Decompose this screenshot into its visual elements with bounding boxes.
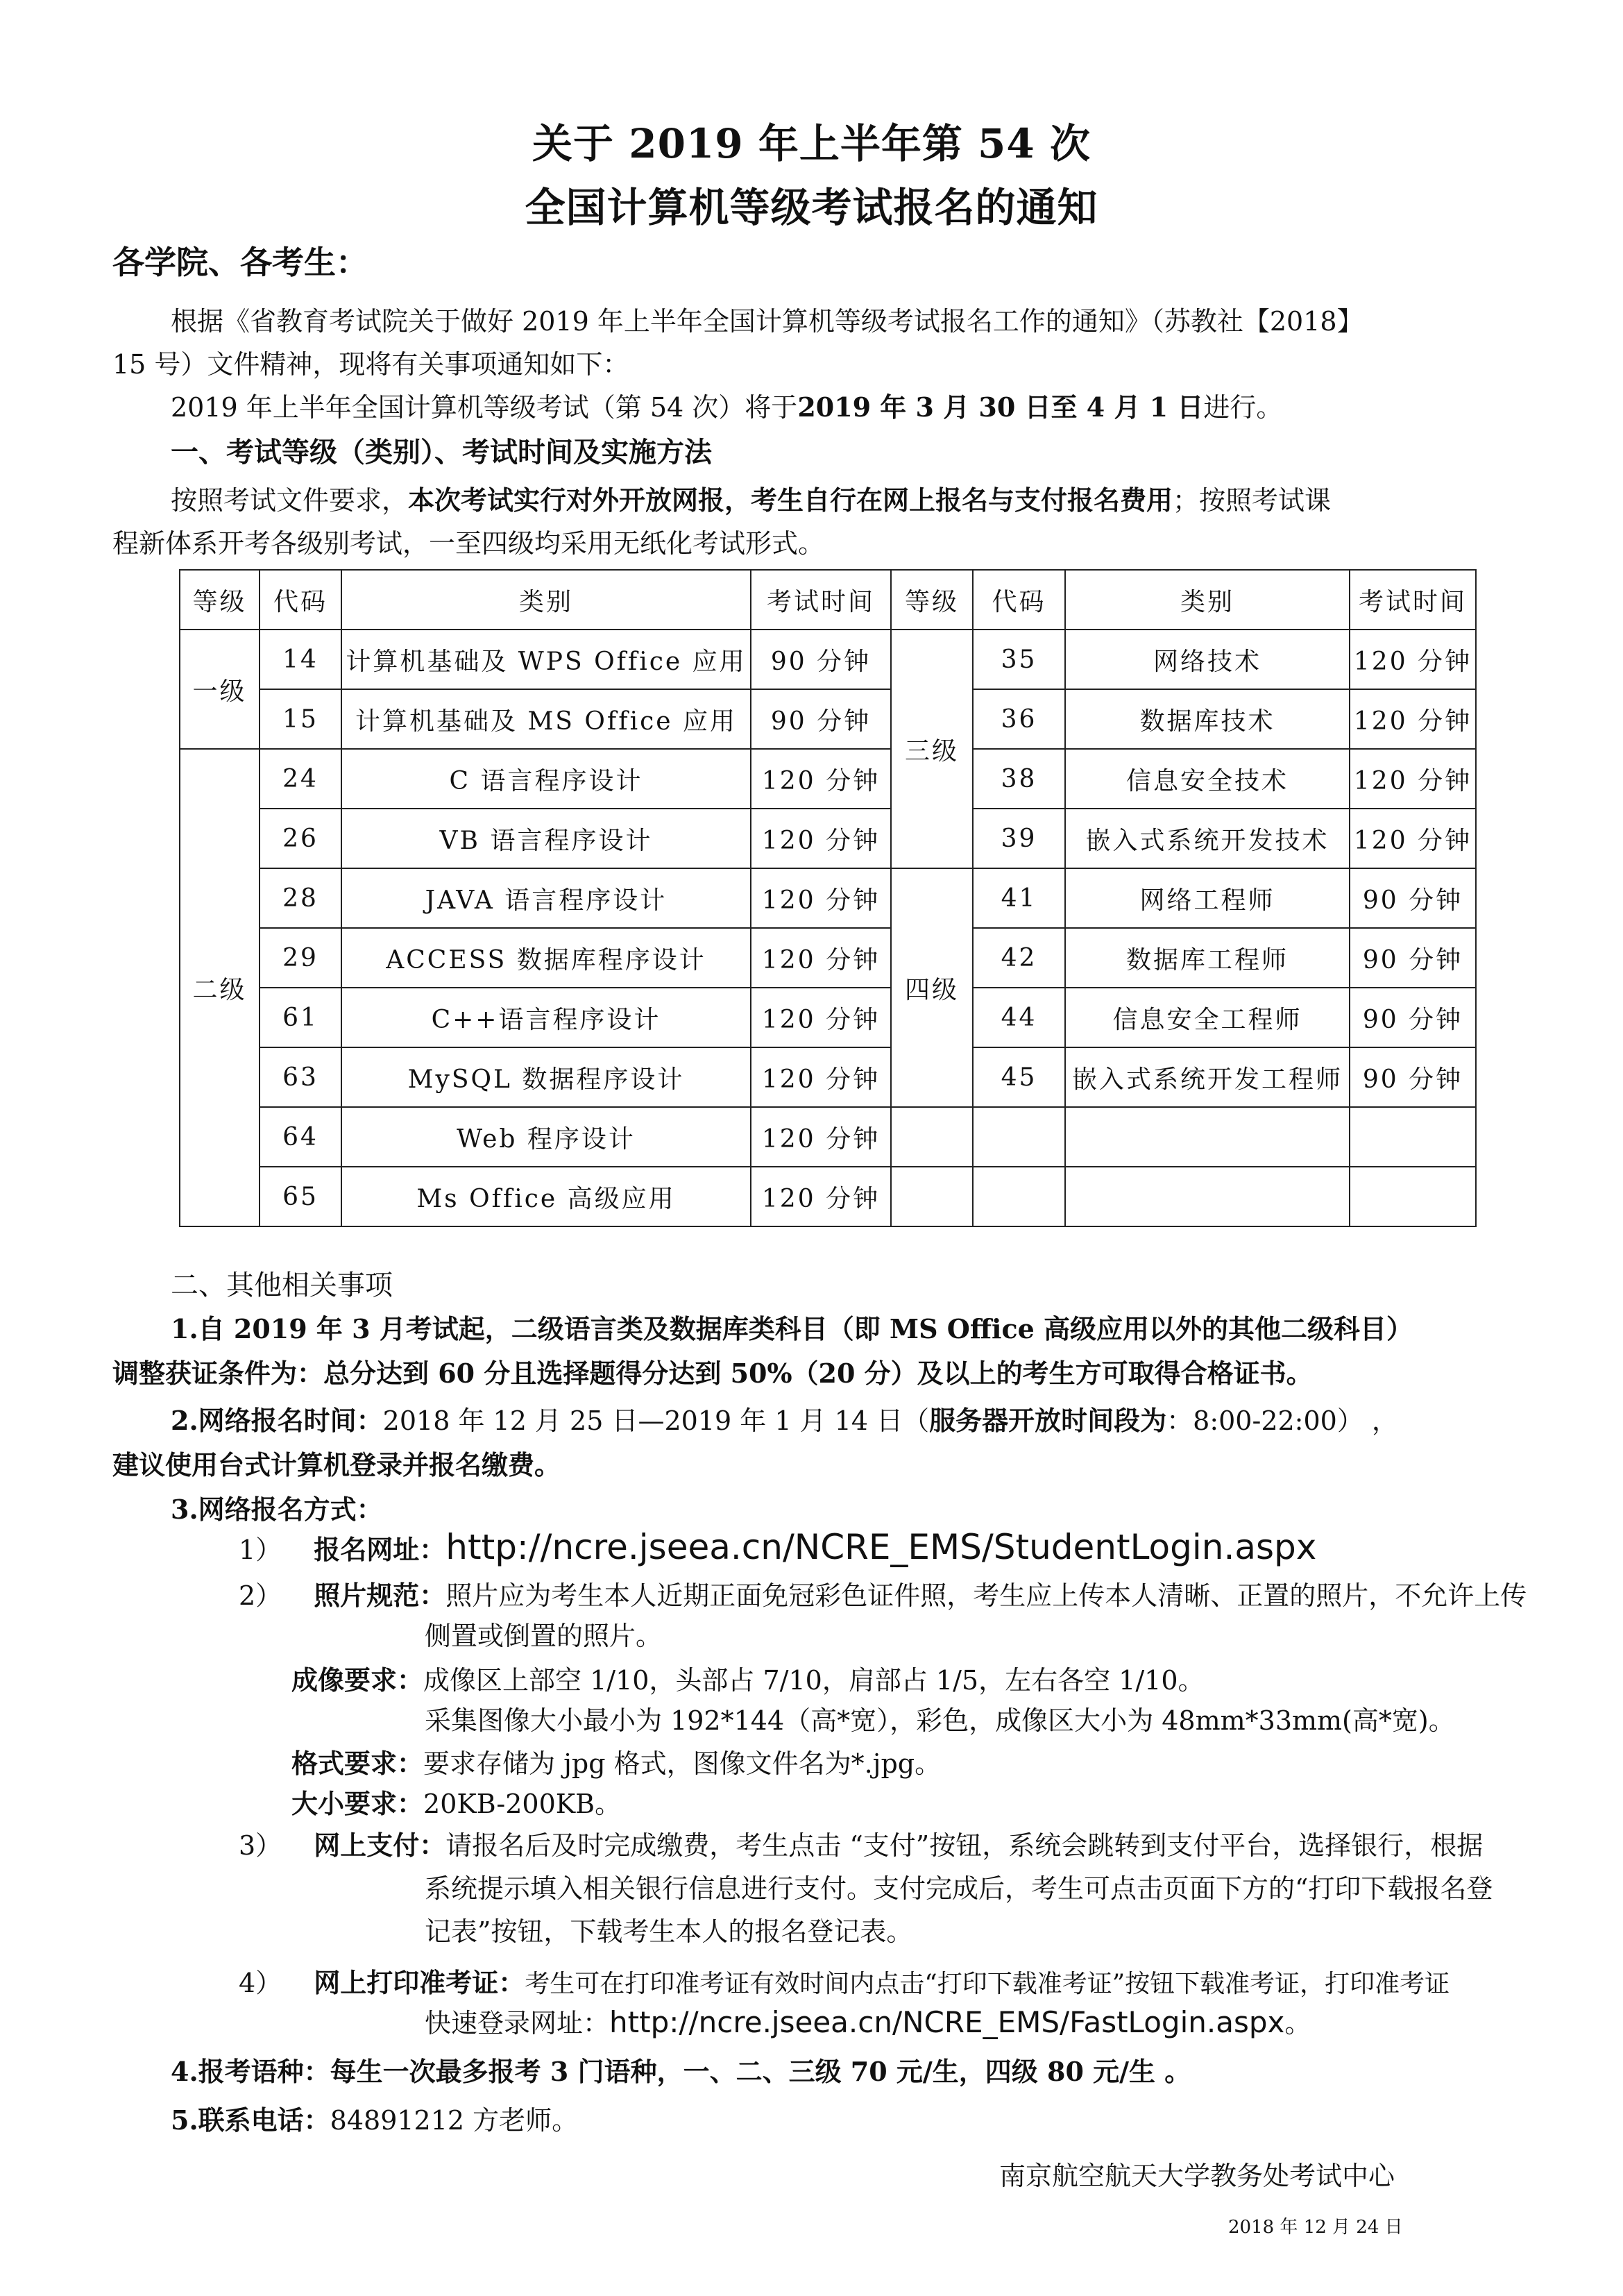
table-row [180,630,1476,689]
sub3-text-line2: 系统提示填入相关银行信息进行支付。支付完成后，考生可点击页面下方的“打印下载报名登 [425,1873,1493,1904]
item5-contact [171,2099,578,2137]
table-row [180,689,1476,749]
item2-dates: 2018 年 12 月 25 日—2019 年 1 月 14 日（ [382,1406,930,1436]
sub4-text-line2 [425,2002,1311,2040]
time-cell: 90 分钟 [1350,1047,1476,1107]
time-cell: 120 分钟 [751,928,891,988]
sub2-text-line1: 照片应为考生本人近期正面免冠彩色证件照，考生应上传本人清晰、正置的照片，不允许上传 [445,1580,1527,1611]
category-cell: ACCESS 数据库程序设计 [341,928,751,988]
sub1-registration-url [239,1527,1316,1567]
sub4-print-admission [239,1961,1450,2000]
item5-phone: 84891212 方老师。 [330,2105,579,2136]
empty-cell [891,1167,973,1226]
size-label: 大小要求： [291,1788,424,1819]
item2-lead: 2.网络报名时间： [171,1405,383,1436]
issue-date: 2018 年 12 月 24 日 [1228,2217,1403,2238]
category-cell: 信息安全工程师 [1065,988,1350,1047]
format-label: 格式要求： [291,1748,424,1779]
fast-login-url-link[interactable]: http://ncre.jseea.cn/NCRE_EMS/FastLogin.aspx [609,2005,1285,2039]
time-cell: 120 分钟 [751,1167,891,1226]
empty-cell [973,1107,1065,1167]
table-row [180,749,1476,809]
table-row [180,868,1476,928]
issuer-signature: 南京航空航天大学教务处考试中心 [999,2161,1395,2191]
category-cell: JAVA 语言程序设计 [341,868,751,928]
sub3-online-payment [239,1824,1483,1862]
time-cell: 90 分钟 [1350,928,1476,988]
section1-paragraph-line1 [171,479,1331,517]
empty-cell [1065,1167,1350,1226]
header-level: 等级 [180,570,260,630]
item2-line1 [171,1399,1398,1437]
table-row [180,809,1476,868]
code-cell: 24 [260,749,341,809]
code-cell: 64 [260,1107,341,1167]
time-cell: 90 分钟 [1350,868,1476,928]
code-cell: 45 [973,1047,1065,1107]
imaging-requirements [291,1659,1205,1697]
sub4-number: 4） [239,1968,282,1998]
code-cell: 29 [260,928,341,988]
table-row [180,1047,1476,1107]
sub1-number: 1） [239,1535,282,1565]
sub2-label: 照片规范： [314,1580,446,1611]
category-cell: 网络技术 [1065,630,1350,689]
time-cell: 120 分钟 [751,1107,891,1167]
imaging-text-line2: 采集图像大小最小为 192*144（高*宽），彩色，成像区大小为 48mm*33mm(高*宽)。 [425,1705,1455,1736]
sub4-text-line1: 考生可在打印准考证有效时间内点击“打印下载准考证”按钮下载准考证，打印准考证 [525,1970,1450,1998]
category-cell: MySQL 数据程序设计 [341,1047,751,1107]
header-level: 等级 [891,570,973,630]
sub2-number: 2） [239,1580,282,1611]
category-cell: 计算机基础及 MS Office 应用 [341,689,751,749]
sub3-label: 网上支付： [314,1830,446,1861]
empty-cell [891,1107,973,1167]
section1-p-tail: ；按照考试课 [1173,485,1332,516]
format-requirements [291,1742,941,1780]
code-cell: 28 [260,868,341,928]
header-exam-time: 考试时间 [1350,570,1476,630]
intro-p2-lead: 2019 年上半年全国计算机等级考试（第 54 次）将于 [171,392,798,423]
code-cell: 39 [973,809,1065,868]
size-requirements [291,1782,621,1821]
section1-heading: 一、考试等级（类别）、考试时间及实施方法 [171,436,712,469]
item2-server-hours: ：8:00-22:00） ， [1166,1406,1398,1436]
item2-line2: 建议使用台式计算机登录并报名缴费。 [112,1449,561,1480]
code-cell: 41 [973,868,1065,928]
time-cell: 90 分钟 [1350,988,1476,1047]
section1-p-lead: 按照考试文件要求， [171,485,409,516]
table-row [180,1107,1476,1167]
header-category: 类别 [1065,570,1350,630]
salutation: 各学院、各考生： [112,244,368,281]
time-cell: 120 分钟 [751,1047,891,1107]
code-cell: 14 [260,630,341,689]
level-cell: 四级 [891,868,973,1107]
header-exam-time: 考试时间 [751,570,891,630]
table-header-row [180,570,1476,630]
item1-line2: 调整获证条件为：总分达到 60 分且选择题得分达到 50%（20 分）及以上的考生方可取得合格证书。 [112,1358,1313,1389]
sub3-text-line3: 记表”按钮，下载考生本人的报名登记表。 [425,1916,913,1947]
sub4-fast-login-label: 快速登录网址： [425,2008,610,2038]
category-cell: 网络工程师 [1065,868,1350,928]
time-cell: 120 分钟 [1350,809,1476,868]
header-code: 代码 [973,570,1065,630]
category-cell: 嵌入式系统开发技术 [1065,809,1350,868]
sub2-photo-spec [239,1574,1527,1612]
empty-cell [1065,1107,1350,1167]
level-cell: 二级 [180,749,260,1226]
intro-paragraph-1-line1: 根据《省教育考试院关于做好 2019 年上半年全国计算机等级考试报名工作的通知》（苏教社【2018】 [171,306,1363,337]
code-cell: 35 [973,630,1065,689]
code-cell: 65 [260,1167,341,1226]
intro-paragraph-1-line2: 15 号）文件精神，现将有关事项通知如下： [112,349,629,380]
table-row [180,1167,1476,1226]
code-cell: 26 [260,809,341,868]
item1-line1: 1.自 2019 年 3 月考试起，二级语言类及数据库类科目（即 MS Office 高级应用以外的其他二级科目） [171,1313,1413,1344]
time-cell: 120 分钟 [751,749,891,809]
item4-language-fee: 4.报考语种：每生一次最多报考 3 门语种，一、二、三级 70 元/生，四级 80 元/生 。 [171,2056,1191,2087]
code-cell: 61 [260,988,341,1047]
section1-p-bold: 本次考试实行对外开放网报，考生自行在网上报名与支付报名费用 [408,484,1173,516]
time-cell: 120 分钟 [1350,689,1476,749]
code-cell: 38 [973,749,1065,809]
item2-server-label: 服务器开放时间段为 [929,1405,1167,1436]
level-cell: 一级 [180,630,260,749]
code-cell: 44 [973,988,1065,1047]
category-cell: 数据库技术 [1065,689,1350,749]
exam-subjects-table [179,569,1477,1227]
category-cell: 嵌入式系统开发工程师 [1065,1047,1350,1107]
intro-paragraph-2 [171,386,1282,424]
empty-cell [1350,1167,1476,1226]
category-cell: C 语言程序设计 [341,749,751,809]
table-row [180,988,1476,1047]
size-text: 20KB-200KB。 [423,1789,622,1819]
registration-url-link[interactable]: http://ncre.jseea.cn/NCRE_EMS/StudentLogin.aspx [445,1527,1317,1567]
category-cell: Web 程序设计 [341,1107,751,1167]
sub1-label: 报名网址： [314,1534,446,1565]
time-cell: 90 分钟 [751,630,891,689]
table-row [180,928,1476,988]
sub4-end-mark: 。 [1284,2008,1311,2038]
intro-p2-tail: 进行。 [1203,392,1283,423]
notice-title-line2: 全国计算机等级考试报名的通知 [525,184,1098,231]
empty-cell [973,1167,1065,1226]
notice-title-line1: 关于 2019 年上半年第 54 次 [532,120,1091,167]
time-cell: 120 分钟 [751,868,891,928]
sub3-number: 3） [239,1830,282,1861]
category-cell: Ms Office 高级应用 [341,1167,751,1226]
sub2-text-line2: 侧置或倒置的照片。 [425,1621,663,1651]
header-category: 类别 [341,570,751,630]
header-code: 代码 [260,570,341,630]
category-cell: VB 语言程序设计 [341,809,751,868]
exam-dates: 2019 年 3 月 30 日至 4 月 1 日 [797,391,1204,423]
time-cell: 120 分钟 [751,988,891,1047]
item3-heading: 3.网络报名方式： [171,1494,383,1525]
category-cell: C++语言程序设计 [341,988,751,1047]
imaging-text-line1: 成像区上部空 1/10，头部占 7/10，肩部占 1/5，左右各空 1/10。 [423,1665,1205,1696]
category-cell: 计算机基础及 WPS Office 应用 [341,630,751,689]
time-cell: 120 分钟 [751,809,891,868]
level-cell: 三级 [891,630,973,868]
category-cell: 数据库工程师 [1065,928,1350,988]
time-cell: 90 分钟 [751,689,891,749]
code-cell: 15 [260,689,341,749]
sub3-text-line1: 请报名后及时完成缴费，考生点击 “支付”按钮，系统会跳转到支付平台，选择银行，根据 [445,1830,1484,1861]
section1-paragraph-line2: 程新体系开考各级别考试，一至四级均采用无纸化考试形式。 [112,528,825,559]
time-cell: 120 分钟 [1350,749,1476,809]
item5-label: 5.联系电话： [171,2104,330,2136]
time-cell: 120 分钟 [1350,630,1476,689]
code-cell: 63 [260,1047,341,1107]
category-cell: 信息安全技术 [1065,749,1350,809]
imaging-label: 成像要求： [291,1664,424,1696]
empty-cell [1350,1107,1476,1167]
code-cell: 36 [973,689,1065,749]
section2-heading: 二、其他相关事项 [171,1269,393,1301]
code-cell: 42 [973,928,1065,988]
format-text: 要求存储为 jpg 格式，图像文件名为*.jpg。 [423,1748,942,1779]
sub4-label: 网上打印准考证： [314,1967,525,1998]
